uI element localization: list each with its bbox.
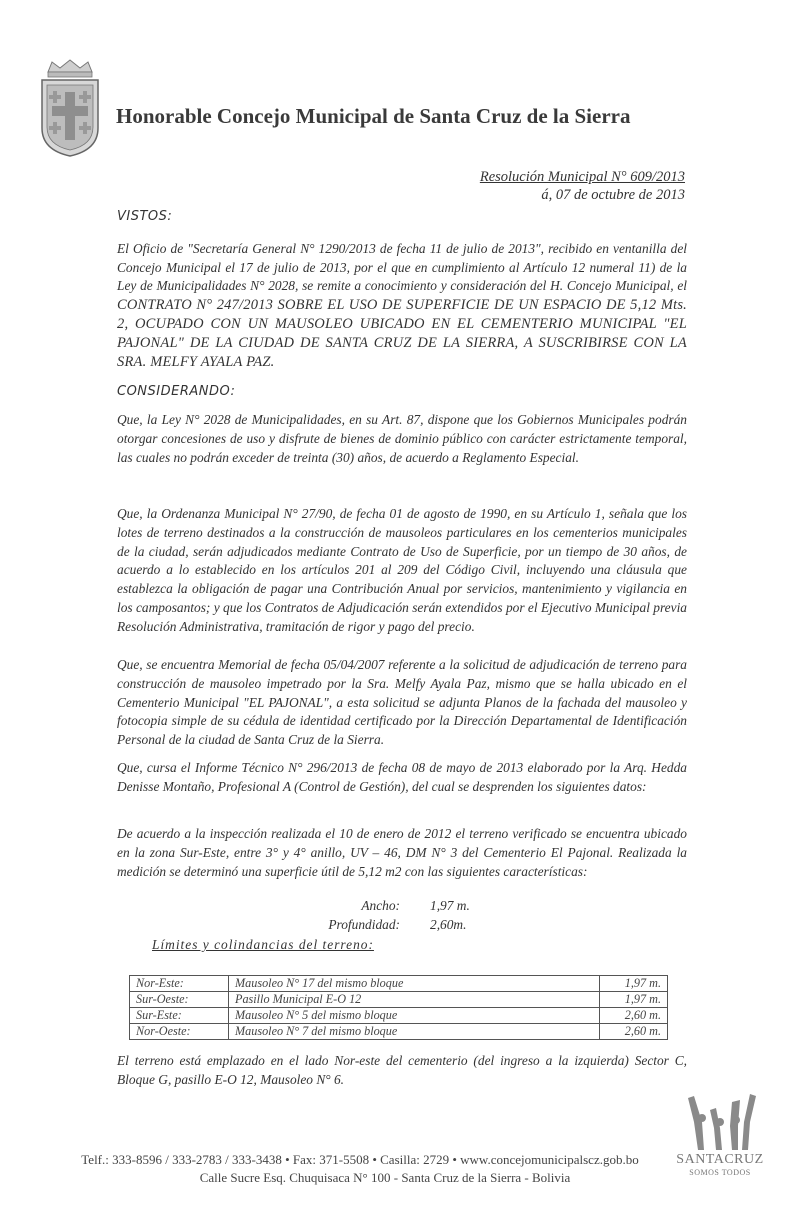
vistos-section — [117, 208, 687, 371]
dimension-row — [310, 915, 470, 934]
dimension-label: Profundidad: — [328, 917, 400, 932]
santa-cruz-logo — [675, 1092, 765, 1192]
paragraph-4: Que, cursa el Informe Técnico N° 296/2013 de fecha 08 de mayo de 2013 elaborado por la Arq. Hedda Denisse Montaño, Profesional A (Control de Gestión), del cual se desprenden los siguientes datos: — [117, 760, 687, 794]
closing-paragraph: El terreno está emplazado en el lado Nor-este del cementerio (del ingreso a la izquierda) Sector C, Bloque G, pasillo E-O 12, Mausoleo N° 6. — [117, 1053, 687, 1087]
direction-cell: Nor-Oeste: — [130, 1024, 229, 1040]
dimension-row — [310, 896, 470, 915]
length-cell: 2,60 m. — [600, 1024, 668, 1040]
paragraph-5: De acuerdo a la inspección realizada el 10 de enero de 2012 el terreno verificado se encuentra ubicado en la zona Sur-Este, entre 3° y 4° anillo, UV – 46, DM N° 3 del Cementerio El Pajonal. Realizada la medición se determinó una superficie útil de 5,12 m2 con las siguientes características: — [117, 826, 687, 879]
resolution-number: Resolución Municipal N° 609/2013 — [479, 169, 685, 185]
description-cell: Mausoleo N° 5 del mismo bloque — [229, 1008, 600, 1024]
logo-name: SANTACRUZ — [676, 1152, 764, 1167]
length-cell: 1,97 m. — [600, 992, 668, 1008]
paragraph-1: Que, la Ley N° 2028 de Municipalidades, en su Art. 87, dispone que los Gobiernos Municipales podrán otorgar concesiones de uso y disfrute de bienes de dominio público con carácter estrictamente temporal, las cuales no podrán exceder de treinta (30) años, de acuerdo a Reglamento Especial. — [117, 412, 687, 465]
footer-contact: Telf.: 333-8596 / 333-2783 / 333-3438 • Fax: 371-5508 • Casilla: 2729 • www.concejomunicipalscz.gob.bo — [81, 1152, 639, 1167]
direction-cell: Sur-Este: — [130, 1008, 229, 1024]
description-cell: Mausoleo N° 17 del mismo bloque — [229, 976, 600, 992]
limits-table — [129, 975, 668, 1040]
figures-logo-icon — [680, 1092, 760, 1154]
direction-cell: Nor-Este: — [130, 976, 229, 992]
table-row — [130, 1024, 668, 1040]
description-cell: Mausoleo N° 7 del mismo bloque — [229, 1024, 600, 1040]
considerando-heading: CONSIDERANDO: — [117, 384, 236, 399]
dimensions-list — [310, 896, 470, 934]
vistos-text — [117, 240, 687, 372]
organization-title: Honorable Concejo Municipal de Santa Cruz de la Sierra — [116, 104, 631, 128]
table-row — [130, 976, 668, 992]
limits-title: Límites y colindancias del terreno: — [152, 937, 374, 952]
logo-slogan: SOMOS TODOS — [689, 1168, 751, 1177]
paragraph-2: Que, la Ordenanza Municipal N° 27/90, de fecha 01 de agosto de 1990, en su Artículo 1, señala que los lotes de terreno destinados a la construcción de mausoleos particulares en los cementerios municipales de la ciudad, serán adjudicados mediante Contrato de Uso de Superficie, por un tiempo de 30 años, de acuerdo a lo establecido en los artículos 201 al 209 del Código Civil, incluyendo una cláusula que establezca la obligación de pagar una Contribución Anual por servicios, mantenimiento y vigilancia en los camposantos; y que los Contratos de Adjudicación serán extendidos por el Ejecutivo Municipal previa Resolución Administrativa, tramitación de rigor y pago del precio. — [117, 506, 687, 634]
direction-cell: Sur-Oeste: — [130, 992, 229, 1008]
dimension-value: 2,60m. — [430, 917, 467, 932]
table-row — [130, 1008, 668, 1024]
coat-of-arms-icon — [38, 58, 102, 158]
contract-title: CONTRATO N° 247/2013 SOBRE EL USO DE SUPERFICIE DE UN ESPACIO DE 5,12 Mts. 2, OCUPADO CON UN MAUSOLEO UBICADO EN EL CEMENTERIO MUNICIPAL "EL PAJONAL" DE LA CIUDAD DE SANTA CRUZ DE LA SIERRA, A SUSCRIBIRSE CON LA SRA. MELFY AYALA PAZ. — [117, 297, 687, 370]
footer-address: Calle Sucre Esq. Chuquisaca N° 100 - Santa Cruz de la Sierra - Bolivia — [199, 1170, 571, 1185]
vistos-heading: VISTOS: — [117, 209, 173, 224]
table-row — [130, 992, 668, 1008]
dimension-value: 1,97 m. — [430, 898, 470, 913]
paragraph-3: Que, se encuentra Memorial de fecha 05/04/2007 referente a la solicitud de adjudicación de terreno para construcción de mausoleo impetrado por la Sra. Melfy Ayala Paz, mismo que se halla ubicado en el Cementerio Municipal "EL PAJONAL", a esta solicitud se adjunta Planos de la fachada del mausoleo y fotocopia simple de su cédula de identidad certificado por la Dirección Departamental de Identificación Personal de la ciudad de Santa Cruz de la Sierra. — [117, 657, 687, 748]
description-cell: Pasillo Municipal E-O 12 — [229, 992, 600, 1008]
vistos-body: El Oficio de "Secretaría General N° 1290/2013 de fecha 11 de julio de 2013", recibido en ventanilla del Concejo Municipal el 17 de julio de 2013, por el que en cumplimiento al Artículo 12 numeral 11) de la Ley de Municipalidades N° 2028, se remite a conocimiento y consideración del H. Concejo Municipal, el — [117, 240, 687, 294]
length-cell: 2,60 m. — [600, 1008, 668, 1024]
resolution-date: á, 07 de octubre de 2013 — [541, 187, 685, 203]
length-cell: 1,97 m. — [600, 976, 668, 992]
resolution-reference — [480, 168, 685, 204]
considerando-section — [117, 383, 687, 402]
dimension-label: Ancho: — [361, 898, 400, 913]
